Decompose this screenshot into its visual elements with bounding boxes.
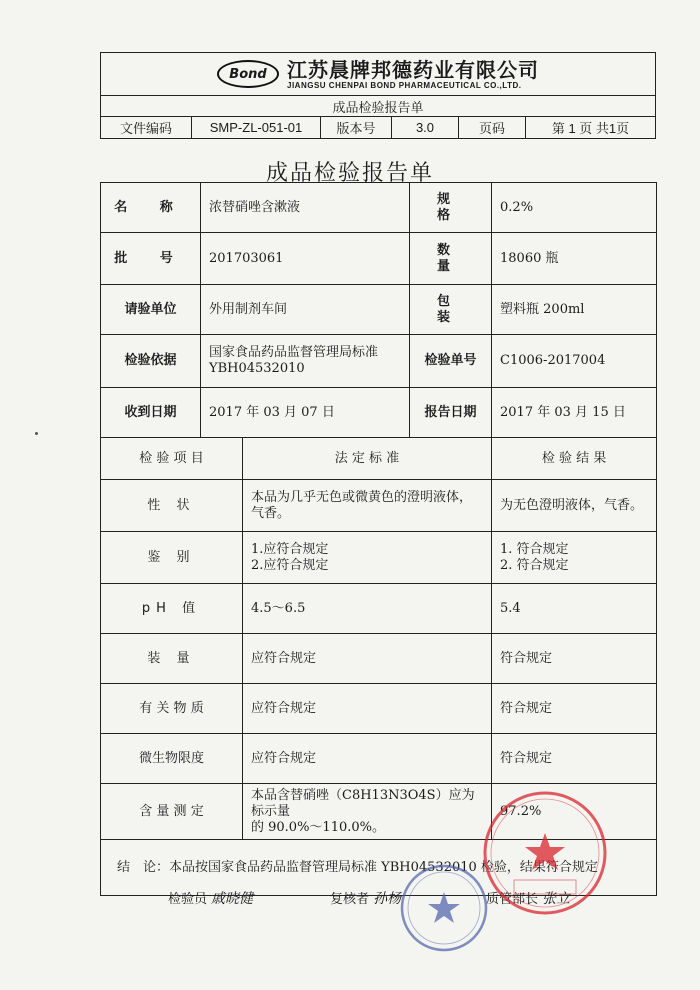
received-date-label: 收到日期: [101, 388, 201, 438]
report-number: C1006-2017004: [492, 335, 657, 388]
page-label: 页码: [459, 117, 526, 139]
test-item: 装 量: [101, 634, 243, 684]
test-item: pH 值: [101, 584, 243, 634]
test-item: 性 状: [101, 480, 243, 532]
table-row: [101, 684, 657, 734]
basis-label: 检验依据: [101, 335, 201, 388]
name-label: 名 称: [101, 183, 201, 233]
doc-code-label: 文件编码: [101, 117, 192, 139]
packaging: 塑料瓶 200ml: [492, 285, 657, 335]
result-header: 检 验 结 果: [492, 438, 657, 480]
test-result: 97.2%: [492, 784, 657, 840]
company-seal-stamp: [480, 788, 610, 918]
reviewer-signature: 复核者 孙杨: [330, 891, 402, 907]
test-standard: 1.应符合规定 2.应符合规定: [243, 532, 492, 584]
report-date-label: 报告日期: [410, 388, 492, 438]
report-title: 成品检验报告单: [265, 161, 434, 186]
info-row: [101, 335, 657, 388]
inspection-basis: 国家食品药品监督管理局标准 YBH04532010: [201, 335, 410, 388]
test-standard: 本品为几乎无色或微黄色的澄明液体，气香。: [243, 480, 492, 532]
version-label: 版本号: [321, 117, 392, 139]
test-result: 为无色澄明液体，气香。: [492, 480, 657, 532]
report-date: 2017 年 03 月 15 日: [492, 388, 657, 438]
batch-number: 201703061: [201, 233, 410, 285]
results-header-row: [101, 438, 657, 480]
test-standard: 本品含替硝唑（C8H13N3O4S）应为标示量 的 90.0%～110.0%。: [243, 784, 492, 840]
info-row: [101, 233, 657, 285]
test-result: 1. 符合规定 2. 符合规定: [492, 532, 657, 584]
info-row: [101, 285, 657, 335]
requesting-unit: 外用制剂车间: [201, 285, 410, 335]
test-result: 符合规定: [492, 684, 657, 734]
report-no-label: 检验单号: [410, 335, 492, 388]
company-logo: Bond: [217, 60, 279, 88]
received-date: 2017 年 03 月 07 日: [201, 388, 410, 438]
table-row: [101, 532, 657, 584]
company-name-cn: 江苏晨牌邦德药业有限公司: [287, 57, 539, 82]
form-title: 成品检验报告单: [101, 96, 656, 117]
test-standard: 应符合规定: [243, 684, 492, 734]
company-name-en: JIANGSU CHENPAI BOND PHARMACEUTICAL CO.,LTD.: [287, 80, 522, 90]
standard-header: 法 定 标 准: [243, 438, 492, 480]
test-item: 含 量 测 定: [101, 784, 243, 840]
table-row: [101, 584, 657, 634]
version: 3.0: [392, 117, 459, 139]
product-name: 浓替硝唑含漱液: [201, 183, 410, 233]
test-result: 5.4: [492, 584, 657, 634]
pack-label: 包 装: [410, 285, 492, 335]
table-row: [101, 634, 657, 684]
quality-dept-stamp: [398, 862, 490, 954]
spec-label: 规 格: [410, 183, 492, 233]
company-banner: [101, 53, 656, 96]
scan-speck: [35, 432, 38, 435]
item-header: 检 验 项 目: [101, 438, 243, 480]
test-item: 微生物限度: [101, 734, 243, 784]
table-row: [101, 480, 657, 532]
page-value: 第 1 页 共1页: [526, 117, 656, 139]
test-standard: 4.5～6.5: [243, 584, 492, 634]
unit-label: 请验单位: [101, 285, 201, 335]
test-result: 符合规定: [492, 634, 657, 684]
test-item: 鉴 别: [101, 532, 243, 584]
inspector-signature: 检验员 戚晓健: [168, 891, 254, 907]
product-spec: 0.2%: [492, 183, 657, 233]
test-standard: 应符合规定: [243, 634, 492, 684]
qty-label: 数 量: [410, 233, 492, 285]
conclusion: 结 论：本品按国家食品药品监督管理局标准 YBH04532010 检验，结果符合规定: [101, 840, 657, 896]
quantity: 18060 瓶: [492, 233, 657, 285]
test-item: 有 关 物 质: [101, 684, 243, 734]
doc-code: SMP-ZL-051-01: [192, 117, 321, 139]
test-result: 符合规定: [492, 734, 657, 784]
test-standard: 应符合规定: [243, 734, 492, 784]
qa-head-signature: 质管部长 张立: [486, 891, 571, 907]
info-row: [101, 388, 657, 438]
info-row: [101, 183, 657, 233]
batch-label: 批 号: [101, 233, 201, 285]
table-row: [101, 734, 657, 784]
document-header: [100, 52, 656, 139]
